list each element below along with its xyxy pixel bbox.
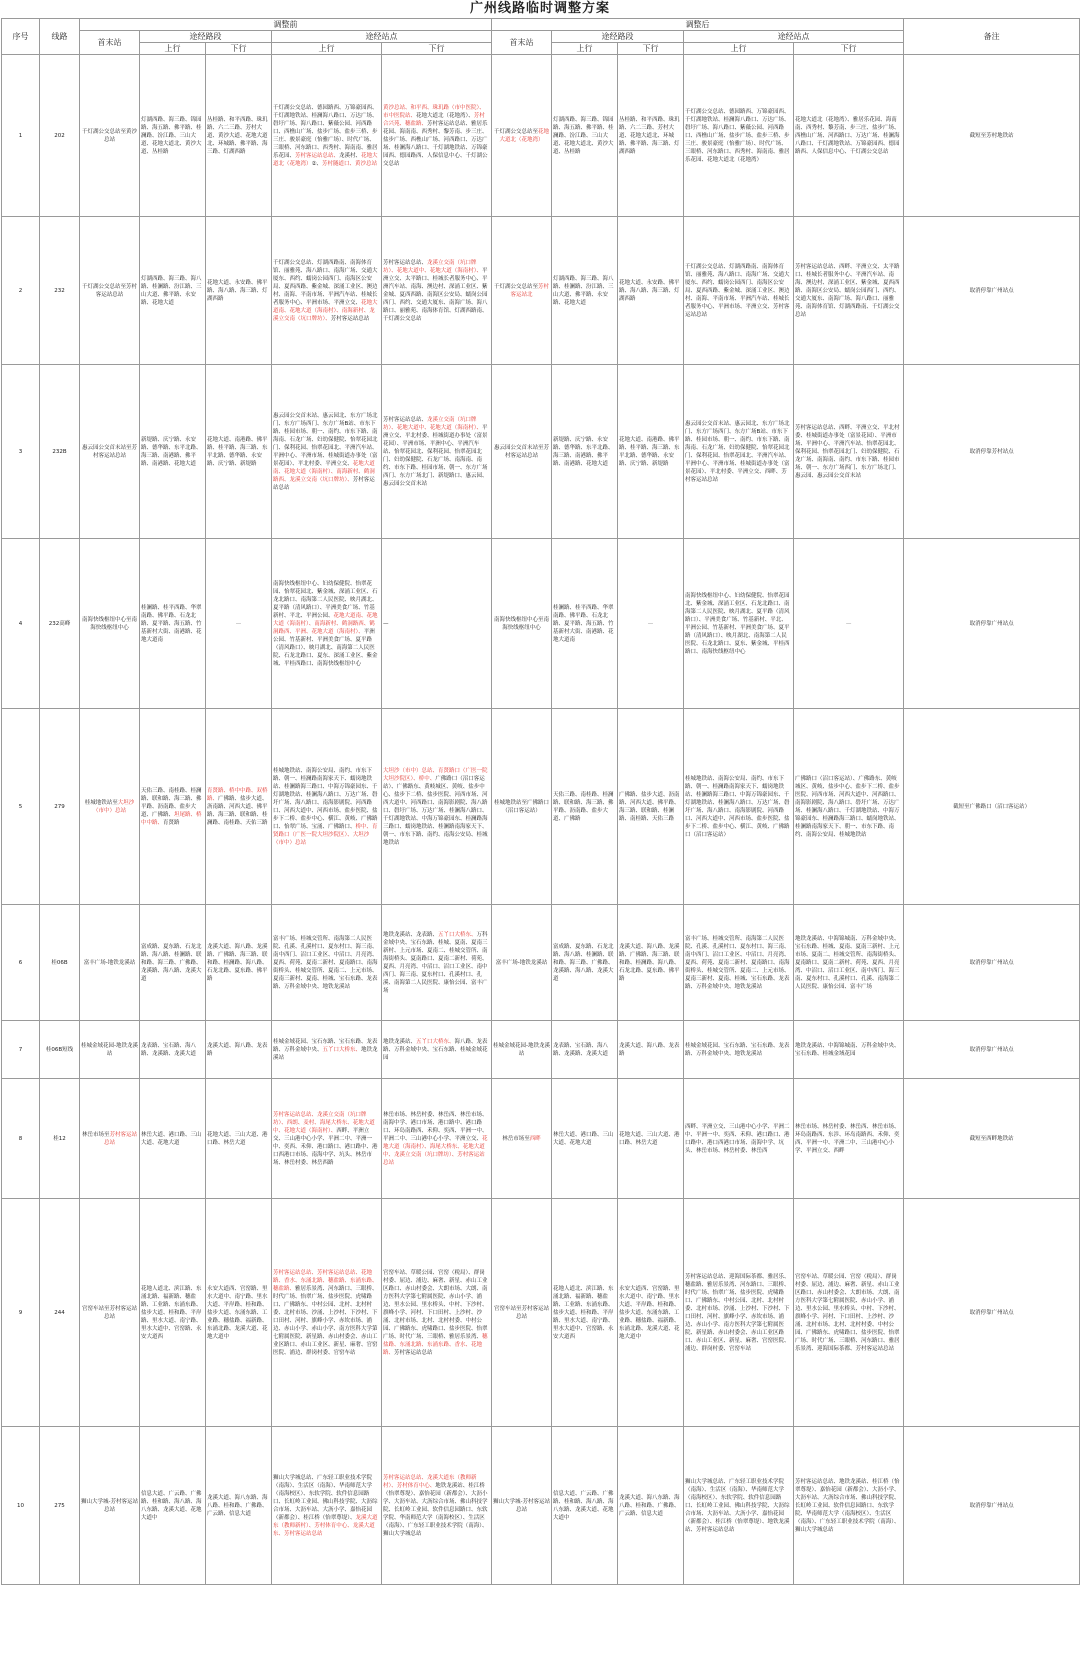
text-segment: — — [383, 620, 389, 627]
before-stops-down — [382, 539, 492, 709]
before-road-down: 龙溪大道、海八东路、海八路、桂和路、广佛路、广云路、信息大道 — [206, 1427, 272, 1585]
text-segment: 惠云园公交首末站至芳村客运站总站 — [494, 444, 550, 459]
text-segment: 香水、花地路、 — [383, 1341, 483, 1356]
text-segment: 穗盐路、东涌北路、 — [383, 1333, 488, 1348]
before-stops-down — [382, 1021, 492, 1079]
text-segment: 大坦沙（市中）总站、育贤路口（广医一院大坦沙院区）、 — [383, 767, 488, 782]
before-road-up: 信息大道、广云路、广佛路、桂和路、海八路、海八东路、龙溪大道、花地大道中 — [140, 1427, 206, 1585]
text-segment: 桥中中路、 — [229, 787, 257, 794]
header-line: 线路 — [40, 19, 80, 55]
text-segment: 地铁龙溪站、桂江桥（怡翠尊堤）、嘉怡花园（新都会）、大沥小学、大沥车站、大沥综合市场、佛山科技学院、长虹岭工业园、软件信息园路口、东软学院、华南师范大学（南海校区）、生活区（南海）、广东轻工职业技术学院（南海）、狮山大学城总站 — [383, 1482, 488, 1537]
before-road-down: 龙溪大道、海八路、龙溪路、广佛路、海三路、联和路、桂澜路、海八路、石龙北路、夏东路、佛平路 — [206, 905, 272, 1021]
before-stops-up — [272, 1021, 382, 1079]
row-line: 桂12 — [40, 1079, 80, 1199]
text-segment: 雅居乐景湾、河东路口、三眼桥、时代广场、怡翠广场、盐步医院、虎啸路口、广佛路东、中村公园、北村、北村村委、北村市场、沙涌、上沙村、下沙村、下口田村、河村、旗峰小学、赤坎市场、浦边、赤山小学、赤山小学、南方医科大学第七附属医院、新星路、赤山村委会、赤山工业区路口、赤山工业区、新星、麻奢、官窑医院、浦边、群岗村委、官窑车站 — [273, 1285, 378, 1356]
row-note: 截短至广佛路口（沼口客运站） — [904, 709, 1080, 905]
text-segment: 狮山大学城总站、广东轻工职业技术学院（南海）、生活区（南海）、华南师范大学（南海校区）、东软学院、软件信息园路口、长虹岭工业园、佛山科技学院、大沥综合市场、大沥车站、大沥小学、嘉怡花园（新都会）、桂江桥（怡翠尊堤）、 — [273, 1474, 378, 1521]
text-segment: 五丫口大桥东、 — [416, 1038, 455, 1045]
text-segment: 千灯湖公交总站、灯湖西路南、南海体育馆、丽雅苑、海八路口、南海广场、交通大厦东、西约、蠕岗公园西门、南海区公安局、夏西西路、紫金城、深涌工业区、澳边村、南海、平南市场、平洲汽车站、桂城长者服务中心、平洲市场、平洲立交、 — [273, 259, 378, 306]
after-road-up: 灯湖西路、海三路、海八路、桂澜路、汾江路、三山大道、佛平路、永安路、花地大道 — [552, 217, 618, 365]
text-segment: 平洲公园、竹基新村、平洲美食广场、夏平路（清风路口）、映月湖北、南海第二人民医院、石龙北路口、夏东、深涌工业区、紫金城、平桂西路口、南海快线枢纽中心 — [273, 628, 378, 667]
row-note: 取消停靠广州站点 — [904, 1427, 1080, 1585]
after-stops-down: 官窑车站、草暖公园、官窑（税局）、群岗村委、屈边、浦边、麻奢、新星、赤山工业区路口、赤山村委会、大朗市场、大朗、南方医科大学第七附属医院、赤山小学、浦边、里水公园、里水桥头、中村、下沙村、旗峰小学、河村、下口田村、上沙村、沙涌、北村市场、北村、北村村委、中村公园、广佛路东、虎啸路口、盐步医院、怡翠广场、时代广场、三眼桥、河东路口、雅居乐景湾、迎海国际茶都、芳村客运站总站 — [794, 1199, 904, 1427]
text-segment: 龙溪立交南（坑口牌坊）、芳村客运站总站 — [383, 1151, 485, 1166]
row-note: 取消停靠广州站点 — [904, 539, 1080, 709]
text-segment: 芳村客运站北 — [510, 283, 550, 298]
header-after: 调整后 — [492, 19, 904, 31]
before-terminal: 千灯湖公交总站至黄沙总站 — [80, 55, 140, 217]
text-segment: 花地大道南、花地大道（海南村）、南海新村、 — [273, 299, 378, 314]
text-segment: 东涌东路、 — [427, 1341, 455, 1348]
after-road-down: 龙溪大道、海八路、龙表路 — [618, 1021, 684, 1079]
text-segment: 大坦沙（市中）总站 — [273, 831, 370, 846]
after-stops-up: 狮山大学城总站、广东轻工职业技术学院（南海）、生活区（南海）、华南师范大学（南海校区）、东软学院、软件信息园路口、长虹岭工业园、佛山科技学院、大沥综合市场、大沥车站、大沥小学、嘉怡花园（新都会）、桂江桥（怡翠尊堤）、地铁龙溪站、芳村客运站总站 — [684, 1427, 794, 1585]
after-terminal — [492, 1079, 552, 1199]
before-terminal: 官窑车站至芳村客运站总站 — [80, 1199, 140, 1427]
after-road-up: 信息大道、广云路、广佛路、桂和路、海八路、海八东路、龙溪大道、花地大道中 — [552, 1427, 618, 1585]
text-segment: 惠云园公交首末站、惠云园北、东方广场北门、东方广场西门、东方广场B站、市东下路、桂园市场、朝一、南约、市东下路、南海南、石龙广场、妇幼保健院、怡翠花园北门、保利花园、怡翠花园北、平洲汽车站、平洲中心、平洲市场、桂城街道办事处（富景花园）、平北村委、平洲立交、 — [273, 412, 378, 467]
before-stops-down — [382, 1199, 492, 1427]
header-before-stops: 途经站点 — [272, 31, 492, 43]
text-segment: 芳村客运站总站、 — [273, 1269, 318, 1276]
row-note: 取消停靠广州站点 — [904, 1021, 1080, 1079]
table-row — [2, 55, 1080, 217]
after-road-up: 富成路、夏东路、石龙北路、海八路、桂澜路、联和路、海三路、广佛路、龙溪路、海八路、龙溪大道 — [552, 905, 618, 1021]
after-road-up: 灯湖西路、海三路、锦园路、海五路、佛平路、桂澜路、汾江路、三山大道、花地大道北、黄沙大道、丛桂路 — [552, 55, 618, 217]
text-segment: 桂城金域花园、宝石东路、宝石东路、龙表路、万科金域中央、 — [273, 1038, 378, 1053]
after-stops-down: 芳村客运站总站、地铁龙溪站、桂江桥（怡翠尊堤）、嘉怡花园（新都会）、大沥小学、大沥车站、大沥综合市场、佛山科技学院、长虹岭工业园、软件信息园路口、东软学院、华南师范大学（南海校区）、生活区（南海）、广东轻工职业技术学院（南海）、狮山大学城总站 — [794, 1427, 904, 1585]
text-segment: 育贤路、 — [207, 787, 230, 794]
header-after-road-up: 上行 — [552, 43, 618, 55]
before-road-up: 桂澜路、桂平西路、华翠南路、佛平路、石龙北路、夏平路、海五路、竹基新村大街、南港路、花地大道南 — [140, 539, 206, 709]
row-note: 取消停靠广州站点 — [904, 905, 1080, 1021]
after-road-down: 花地大道、永安路、佛平路、海八路、海三路、灯湖西路 — [618, 217, 684, 365]
after-stops-up: 富丰广场、桂城交管所、南海第二人民医院、孔溪、孔溪村口、夏东村口、海三南、南中西门、沼口工业区、中沼口、月亮湾、夏西、荷苑、夏南二新村、夏南路口、南海街桥头、桂城交管所、夏南二、上元市场、夏南三新村、夏南、桂城、宝石东路、龙表路、万科金域中央、地铁龙溪站 — [684, 905, 794, 1021]
after-stops-down: 林岳市场、林岳村委、林岳西、林岳市场、环岛南路西、东涉、环岛南路西、禾仰、奕西、平洲一中、平洲二中、三山港中心小学、平洲立交、西畔 — [794, 1079, 904, 1199]
text-segment: 育贤路 — [163, 819, 180, 826]
text-segment: 龙溪大道东（教师新村）、 — [273, 1514, 378, 1529]
before-stops-up — [272, 365, 382, 539]
after-stops-down: 芳村客运站总站、西畔、平洲立交、平北村委、桂城街道办事处（富景花园）、平洲市场、平洲中心、平洲汽车站、怡翠花园北、保利花园、怡翠花园北门、妇幼保健院、石龙广场、南海南、南约、市东下路、桂园市场、朝一、东方广场西门、东方广场北门、惠云园、惠云园公交首末站 — [794, 365, 904, 539]
text-segment: 芳村客运站总站、花地路、香水、东涌北路、穗盐路、 — [273, 1269, 373, 1284]
text-segment: 官窑车站、草暖公园、官窑（税局）、群岗村委、屈边、浦边、麻奢、新星、赤山工业区路口、赤山村委会、大朗市场、大朗、南方医科大学第七附属医院、赤山小学、浦边、里水公园、里水桥头、中村、下沙村、旗峰小学、河村、下口田村、上沙村、沙涌、北村市场、北村、北村村委、中村公园、广佛路东、虎啸路口、盐步医院、怡翠广场、时代广场、三眼桥、 — [383, 1269, 488, 1340]
text-segment: 林岳市场至 — [81, 1131, 110, 1138]
before-stops-down — [382, 709, 492, 905]
header-after-stops: 途经站点 — [684, 31, 904, 43]
after-stops-up: 桂城地铁站、南海公安局、南约、市东下路、朝一、桂澜路南海家天下、蠕岗地铁站、桂澜路海三路口、中海万锦豪园东、千灯湖地铁站、桂澜海八路口、万达广场、礐圩广场、海八路口、南海影剧院、河西路口、河西大道中、河西市场、盐步医院、盐步下二桥、盐步中心、横江、黄岐、广佛路口（沼口客运站） — [684, 709, 794, 905]
after-terminal — [492, 1199, 552, 1427]
header-before-stops-down: 下行 — [382, 43, 492, 55]
text-segment: 天佑三路、南桂路、桂澜路、联和路、海三路、佛平路、沥南路、盐步大道、广佛路、 — [141, 787, 202, 818]
after-terminal — [492, 1427, 552, 1585]
row-index: 2 — [2, 217, 40, 365]
before-stops-down — [382, 55, 492, 217]
text-segment: 龙溪大道东（教师新村）、 — [383, 1474, 477, 1489]
row-note: 截短至西畔地铁站 — [904, 1079, 1080, 1199]
row-line: 275 — [40, 1427, 80, 1585]
text-segment: 富丰广场-地铁龙溪站 — [495, 959, 548, 966]
row-index: 7 — [2, 1021, 40, 1079]
before-road-up: 龙表路、宝石路、海八路、龙溪路、龙溪大道 — [140, 1021, 206, 1079]
text-segment: 花地大道北（花地湾） — [273, 152, 378, 167]
row-note: 取消停靠芳村站点 — [904, 365, 1080, 539]
after-stops-up: 千灯湖公交总站、德园路西、万锦豪园西、千灯湖地铁站、桂澜海八路口、万达广场、礐圩广场、海八路口、紫薇公园、河西路口、西樵山广场、盐步广场、盐步三桥、步三庄、骏景豪庭（怡雅广场）、时代广场、三眼桥、河东路口、西秀村、海南南、雅居乐花园、花地大道北（花地湾） — [684, 55, 794, 217]
text-segment: 广佛路口（沼口客运站）、广佛路东、黄岐城区、黄岐、盐步中心、盐步下二桥、盐步医院、河西市场、河西大道中、河西路口、南海影剧院、海八路口、礐圩广场、万达广场、桂澜海八路口、千灯湖地铁站、中海万锦豪园东、桂澜路海三路口、蠕岗地铁站、桂澜路南海家天下、朝一、市东下路、南约、南海公安局、桂城地铁站 — [383, 775, 488, 846]
text-segment: 芳村客运站总站 — [284, 1530, 323, 1537]
text-segment: 龙溪立交南（坑口牌坊）、 — [273, 307, 375, 322]
before-stops-up — [272, 217, 382, 365]
before-road-up: 花地人道北、滨江路、东涌北路、福新路、穗盐路、工业路、东涌东路、盐步大道、桂和路、平岸路、里水大道、南宁路、里水大道中、官窑路、永安大道西 — [140, 1199, 206, 1427]
text-segment: 地铁龙溪站、 — [383, 1038, 417, 1045]
before-stops-down — [382, 217, 492, 365]
text-segment: 桂城金域花园-地铁龙溪站 — [493, 1042, 551, 1057]
text-segment: 南海快线枢纽中心至南海快线枢纽中心 — [494, 616, 550, 631]
text-segment: 芳村客运站总站、雅居乐花园、海南南、西秀村、黎芳南、步三庄、盐步广场、西樵山广场、河西路口、万达广场、桂澜海八路口、千灯湖地铁站、万锦豪园西、德园路西、人保信息中心、千灯湖公交总站 — [383, 120, 488, 167]
row-note: 截短至芳村地铁站 — [904, 55, 1080, 217]
text-segment: 地铁龙溪站 — [273, 1046, 378, 1061]
route-adjustment-table — [1, 18, 1080, 1585]
text-segment: 芳村隧道口、黄沙总站 — [321, 160, 377, 167]
row-index: 6 — [2, 905, 40, 1021]
before-road-down: 花地大道、永安路、佛平路、海八路、海三路、灯湖西路 — [206, 217, 272, 365]
row-line: 232高峰 — [40, 539, 80, 709]
text-segment: 广佛路、盐步大道、沥南路、河西大道、佛平路、海三路、联和路、桂澜路、南桂路、天佑三路 — [207, 795, 268, 826]
text-segment: 麦村、 — [303, 1119, 320, 1126]
before-terminal: 桂城金域花园-地铁龙溪站 — [80, 1021, 140, 1079]
header-before-road: 途经路段 — [140, 31, 272, 43]
row-line: 232B — [40, 365, 80, 539]
table-row — [2, 1079, 1080, 1199]
after-road-down: — — [618, 539, 684, 709]
row-index: 1 — [2, 55, 40, 217]
text-segment: 港口路口、港口路中、港口西港口市场、南海中学、坑头、林岳市场、林岳村委、林岳西路 — [273, 1143, 378, 1166]
text-segment: ②、 — [311, 160, 322, 167]
after-road-down: 龙溪大道、海八东路、海八路、桂和路、广佛路、广云路、信息大道 — [618, 1427, 684, 1585]
before-terminal: 千灯湖公交总站至芳村客运站总站 — [80, 217, 140, 365]
text-segment: 花地大道北（花地湾） — [499, 128, 550, 143]
after-terminal — [492, 55, 552, 217]
before-stops-up — [272, 55, 382, 217]
text-segment: 芳村客运站总站 — [103, 1131, 138, 1146]
row-index: 10 — [2, 1427, 40, 1585]
text-segment: 五丫口大桥东、 — [322, 1046, 362, 1053]
text-segment: 鹤洞路西、 — [273, 468, 375, 483]
after-road-up: 花地人道北、滨江路、东涌北路、福新路、穗盐路、工业路、东涌东路、盐步大道、桂和路、平岸路、里水大道、南宁路、里水大道中、官窑路、永安大道西 — [552, 1199, 618, 1427]
text-segment: 桥中、育贤路口（广医一院大坦沙院区）、 — [273, 823, 378, 838]
text-segment: 龙溪立交南（坑口牌坊）、花地大道中、花地大道（海南村）、 — [383, 259, 483, 274]
row-line: 232 — [40, 217, 80, 365]
row-index: 8 — [2, 1079, 40, 1199]
text-segment: 林岳市场、林岳村委、林岳西、林岳市场、南海中学、港口市场、港口路中、港口路口、环岛南路西、禾仰、奕西、平洲一中、平洲二中、三山港中心小学、 — [383, 1111, 488, 1142]
text-segment: 富丰广场、桂城交管所、南海第二人民医院、孔溪、孔溪村口、夏东村口、海三南、南中西门、沼口工业区、中沼口、月亮湾、夏西、荷苑、夏南二新村、夏南路口、南海街桥头、桂城交管所、夏南二、上元市场、夏南三新村、夏南、桂城、宝石东路、龙表路、万科金域中央、地铁龙溪站 — [273, 935, 378, 990]
after-road-up: 天佑三路、南桂路、桂澜路、联和路、海三路、佛平路、沥南路、盐步大道、广佛路 — [552, 709, 618, 905]
after-stops-down: 广佛路口（沼口客运站）、广佛路东、黄岐城区、黄岐、盐步中心、盐步下二桥、盐步医院、河西市场、河西大道中、河西路口、南海影剧院、海八路口、礐圩广场、万达广场、桂澜海八路口、千灯湖地铁站、中海万锦豪园东、桂澜路海三路口、蠕岗地铁站、桂澜路南海家天下、朝一、市东下路、南约、南海公安局、桂城地铁站 — [794, 709, 904, 905]
row-index: 3 — [2, 365, 40, 539]
after-road-up: 新堤路、庆宁路、永安路、德华路、东平北路、海三路、南港路、佛平路、南港路、花地大道 — [552, 365, 618, 539]
after-stops-up: 惠云园公交首末站、惠云园北、东方广场北门、东方广场西门、东方广场B站、市东下路、桂园市场、朝一、南约、市东下路、南海南、石龙广场、妇幼保健院、怡翠花园北门、保利花园、怡翠花园北、平洲汽车站、平洲中心、平洲市场、桂城街道办事处（富景花园）、平北村委、平洲立交、西畔、芳村客运站总站 — [684, 365, 794, 539]
after-terminal — [492, 217, 552, 365]
text-segment: 芳村客运站总站 — [394, 1349, 433, 1356]
before-stops-down — [382, 365, 492, 539]
before-terminal: 富丰广场-地铁龙溪站 — [80, 905, 140, 1021]
text-segment: 花地大道北（花地湾）、 — [416, 112, 474, 119]
text-segment: 海八路、龙表路、万科金域中央、宝石东路、桂城金域花园 — [383, 1038, 488, 1061]
text-segment: 千灯湖公交总站至 — [494, 283, 539, 290]
text-segment: 芳村客运站总站、 — [383, 1474, 428, 1481]
after-road-down: 广佛路、盐步大道、沥南路、河西大道、佛平路、海三路、联和路、桂澜路、南桂路、天佑三路 — [618, 709, 684, 905]
text-segment: 大坦沙（市中）总站 — [92, 799, 135, 814]
after-terminal — [492, 709, 552, 905]
after-stops-up: 芳村客运站总站、迎海国际茶都、雅居乐、穗盐路、雅居乐景湾、河东路口、三眼桥、时代广场、怡翠广场、盐步医院、虎啸路口、广佛路东、中村公园、北村、北村村委、北村市场、沙涌、上沙村、下沙村、下口田村、河村、旗峰小学、赤坎市场、浦边、赤山小学、南方医科大学第七附属医院、新星路、赤山村委会、赤山工业区路口、赤山工业区、新星、麻奢、官窑医院、浦边、群岗村委、官窑车站 — [684, 1199, 794, 1427]
text-segment: 芳村客运站总站 — [273, 476, 375, 491]
before-terminal: 南海快线枢纽中心至南海快线枢纽中心 — [80, 539, 140, 709]
before-terminal: 狮山大学城-芳村客运站总站 — [80, 1427, 140, 1585]
after-road-up: 林岳大道、港口路、三山大道、花地大道 — [552, 1079, 618, 1199]
text-segment: 芳村客运站总站、 — [295, 152, 340, 159]
table-row — [2, 1427, 1080, 1585]
before-stops-down — [382, 905, 492, 1021]
after-stops-up: 千灯湖公交总站、灯湖西路南、南海体育馆、丽雅苑、海八路口、南海广场、交通大厦东、西约、蠕岗公园西门、南海区公安局、夏西西路、紫金城、深涌工业区、澳边村、南海、平南市场、平洲汽车站、桂城长者服务中心、平洲市场、平洲立交、芳村客运站总站 — [684, 217, 794, 365]
after-terminal — [492, 905, 552, 1021]
after-road-up: 龙表路、宝石路、海八路、龙溪路、龙溪大道 — [552, 1021, 618, 1079]
text-segment: 西畔、平洲立交、三山港中心小学、平洲二中、平洲一中、奕西、禾仰、 — [273, 1127, 373, 1150]
after-stops-down: — — [794, 539, 904, 709]
after-stops-down: 芳村客运站总站、西畔、平洲立交、太平路口、桂城长者服务中心、平洲汽车站、南海、澳边村、深涌工业区、紫金城、夏西西路、南海区公安局、蠕岗公园西门、西约、交通大厦东、南海广场、海八路口、丽雅苑、南海体育馆、灯湖西路南、千灯湖公交总站 — [794, 217, 904, 365]
text-segment: 千灯湖公交总站至 — [494, 128, 539, 135]
text-segment: 桥中、 — [418, 775, 436, 782]
header-note: 备注 — [904, 19, 1080, 55]
before-road-up: 林岳大道、港口路、三山大道、花地大道 — [140, 1079, 206, 1199]
text-segment: 芳村客运站总站、 — [383, 259, 428, 266]
header-after-road: 途经路段 — [552, 31, 684, 43]
row-index: 5 — [2, 709, 40, 905]
text-segment: 平洲立交、平北村委、桂城街道办事处（富景花园）、平洲市场、平洲中心、平洲汽车站、怡翠花园北、保利花园、怡翠花园北门、妇幼保健院、石龙广场、南海南、南约、市东下路、桂园市场、朝一、东方广场西门、东方广场北门、新堤路口、惠云园、惠云园公交首末站 — [383, 424, 488, 487]
header-after-stops-down: 下行 — [794, 43, 904, 55]
before-stops-up — [272, 539, 382, 709]
table-row — [2, 539, 1080, 709]
before-stops-down — [382, 1427, 492, 1585]
row-note: 取消停靠广州站点 — [904, 217, 1080, 365]
text-segment: 地铁龙溪站、龙表路、 — [383, 931, 439, 938]
before-stops-up — [272, 1199, 382, 1427]
after-terminal — [492, 365, 552, 539]
before-road-up: 灯湖西路、海三路、海八路、桂澜路、汾江路、三山大道、佛平路、永安路、花地大道 — [140, 217, 206, 365]
row-line: 桂06B — [40, 905, 80, 1021]
text-segment: 芳村客运站总站 — [330, 315, 370, 322]
text-segment: 桂城地铁站至 — [84, 799, 118, 806]
text-segment: 五丫口大桥东、 — [438, 931, 477, 938]
text-segment: 芳村合兴苑、穗盐路、 — [383, 112, 485, 127]
table-row — [2, 365, 1080, 539]
text-segment: 鹤洞路西、 — [341, 620, 370, 627]
after-road-down: 花地大道、南港路、佛平路、桂平路、海三路、东平北路、德华路、永安路、庆宁路、新堤路 — [618, 365, 684, 539]
after-road-down: 花地大道、三山大道、港口路、林岳大道 — [618, 1079, 684, 1199]
text-segment: 龙溪村、 — [339, 152, 362, 159]
header-before-road-up: 上行 — [140, 43, 206, 55]
before-road-down: 永安大道西、官窑路、里水大道中、南宁路、里水大道、平岸路、桂和路、盐步大道、东涌东路、工业路、穗盐路、福新路、东涌北路、龙溪大道、花地大道中 — [206, 1199, 272, 1427]
text-segment: 万科金域中央、宝石东路、桂城、夏南、夏南三新村、上元市场、夏南二、桂城交管所、南海街桥头、夏南路口、夏南二新村、荷苑、夏西、月亮湾、中沼口、沼口工业区、南中西门、海三南、夏东村口、孔溪村口、孔溪、南海第二人民医院、康怡公园、富丰广场 — [383, 931, 488, 994]
before-stops-up — [272, 709, 382, 905]
text-segment: 花地大道南、花地大道（海南村）、南海新村、 — [273, 612, 378, 627]
row-index: 9 — [2, 1199, 40, 1427]
before-stops-up — [272, 905, 382, 1021]
header-after-road-down: 下行 — [618, 43, 684, 55]
before-road-down: 丛桂路、和平西路、珠玑路、六二三路、芳村大道、黄沙大道、花地大道北、环城路、佛平路、海三路、灯湖西路 — [206, 55, 272, 217]
text-segment: 坦尾路、 — [174, 811, 197, 818]
after-road-down: 永安大道西、官窑路、里水大道中、南宁路、里水大道、平岸路、桂和路、盐步大道、东涌东路、工业路、穗盐路、福新路、东涌北路、龙溪大道、花地大道中 — [618, 1199, 684, 1427]
text-segment: 林岳市场至 — [502, 1135, 530, 1142]
text-segment: 桥中中路、 — [141, 811, 202, 826]
text-segment: 双桥路、 — [207, 787, 268, 802]
header-after-stops-up: 上行 — [684, 43, 794, 55]
row-line: 279 — [40, 709, 80, 905]
table-row — [2, 709, 1080, 905]
after-stops-down: 地铁龙溪站、中海锦城南、万科金域中央、宝石东路、桂城金域花园 — [794, 1021, 904, 1079]
text-segment: 龙溪立交南（坑口牌坊）、花地大道中、花地大道（海南村）、 — [383, 416, 483, 431]
header-after-terminal: 首末站 — [492, 31, 552, 55]
before-stops-down — [382, 1079, 492, 1199]
table-row — [2, 217, 1080, 365]
table-row — [2, 1021, 1080, 1079]
text-segment: 东涌东路、穗盐路、 — [273, 1277, 378, 1292]
table-body — [2, 55, 1080, 1585]
before-road-down — [206, 709, 272, 905]
text-segment: 西畔 — [529, 1135, 541, 1142]
header-before: 调整前 — [80, 19, 492, 31]
text-segment: 雅居乐景湾、 — [449, 1333, 483, 1340]
before-terminal: 惠云园公交首末站至芳村客运站总站 — [80, 365, 140, 539]
after-stops-down: 地铁龙溪站、中海锦城南、万科金域中央、宝石东路、桂城、夏南、夏南三新村、上元市场、夏南二、桂城交管所、南海街桥头、夏南路口、夏南二新村、荷苑、夏西、月亮湾、中沼口、沼口工业区、南中西门、海三南、夏东村口、孔溪村口、孔溪、南海第二人民医院、康怡公园、富丰广场 — [794, 905, 904, 1021]
text-segment: 龙溪大道东、 — [273, 1522, 375, 1537]
text-segment: 芳村客运站总站、龙溪立交南（坑口牌坊）、 — [273, 1111, 367, 1126]
text-segment: 桂城地铁站至广佛路口（沼口客运站） — [494, 799, 550, 814]
after-terminal — [492, 539, 552, 709]
before-road-down: 花地大道、三山大道、港口路、林岳大道 — [206, 1079, 272, 1199]
text-segment: 花地大道南、花地大道（海南村）、南海新村、 — [273, 460, 375, 475]
after-terminal — [492, 1021, 552, 1079]
header-index: 序号 — [2, 19, 40, 55]
text-segment: 狮山大学城-芳村客运站总站 — [493, 1498, 551, 1513]
header-before-stops-up: 上行 — [272, 43, 382, 55]
after-stops-up: 南海快线枢纽中心、妇幼保健院、怡翠花园北、紫金城、深涌工业区、石龙北路口、南海第二人民医院、映月湖北、夏平路（清风路口）、平洲美食广场、竹基新村、平北、平洲公园、竹基新村、平洲美食广场、夏平路（清风路口）、映月湖北、南海第二人民医院、石龙北路口、夏东、紫金城、平桂西路口、南海快线枢纽中心 — [684, 539, 794, 709]
text-segment: 芳村客运站总站、 — [383, 416, 428, 423]
after-road-down: 丛桂路、和平西路、珠玑路、六二三路、芳村大道、花地大道北、环城路、佛平路、海三路、灯湖西路 — [618, 55, 684, 217]
text-segment: 平洲立交、 — [454, 1135, 483, 1142]
text-segment: 千灯湖公交总站、德园路西、万锦豪园西、千灯湖地铁站、桂澜海八路口、万达广场、礐圩广场、海八路口、紫薇公园、河西路口、西樵山广场、盐步广场、盐步三桥、步三庄、骏景豪庭（怡雅广场）、时代广场、三眼桥、河东路口、西秀村、海南南、雅居乐花园、 — [273, 104, 378, 159]
document-title: 广州线路临时调整方案 — [469, 1, 610, 16]
row-note: 取消停靠广州站点 — [904, 1199, 1080, 1427]
table-row — [2, 1199, 1080, 1427]
before-terminal — [80, 709, 140, 905]
row-line: 244 — [40, 1199, 80, 1427]
row-line: 桂06B短线 — [40, 1021, 80, 1079]
text-segment: 南海快线枢纽中心、妇幼保健院、怡翠花园、怡翠花园北、紫金城、深涌工业区、石龙北路口、南海第二人民医院、映月湖北、夏平路（清风路口）、平洲美食广场、竹基新村、平北、平洲公园、 — [273, 580, 378, 619]
before-road-down: 花地大道、南港路、佛平路、桂平路、海三路、东平北路、德华路、永安路、庆宁路、新堤路 — [206, 365, 272, 539]
text-segment: 花地大道（海南村）、海尾大桥东、花地大道中、 — [383, 1135, 488, 1158]
text-segment: 芳村体育中心、 — [314, 1522, 353, 1529]
before-road-up — [140, 709, 206, 905]
text-segment: 桂城地铁站、南海公安局、南约、市东下路、朝一、桂澜路南海家天下、蠕岗地铁站、桂澜路海三路口、中海万锦豪园东、千灯湖地铁站、桂澜海八路口、万达广场、礐圩广场、海八路口、南海影剧院、河西路口、河西大道中、河西市场、盐步医院、盐步下二桥、盐步中心、横江、黄岐、广佛路口、怡翠广场、宝涌、广佛路口、 — [273, 767, 378, 830]
before-stops-up — [272, 1427, 382, 1585]
before-road-down: — — [206, 539, 272, 709]
row-index: 4 — [2, 539, 40, 709]
text-segment: 龙溪立交南（坑口牌坊）、 — [289, 476, 353, 483]
header-before-terminal: 首末站 — [80, 31, 140, 55]
row-line: 202 — [40, 55, 80, 217]
before-road-up: 富成路、夏东路、石龙北路、海八路、桂澜路、联和路、海三路、广佛路、龙溪路、海八路、龙溪大道 — [140, 905, 206, 1021]
text-segment: 平洲立交、太平路口、桂城长者服务中心、平洲汽车站、南海、澳边村、深涌工业区、紫金城、夏西西路、南海区公安局、蠕岗公园西门、西约、交通大厦东、南海广场、海八路口、丽雅苑、南海体育馆、灯湖西路南、千灯湖公交总站 — [383, 267, 488, 322]
text-segment: 芳村体育中心、 — [396, 1482, 436, 1489]
after-stops-up: 桂城金域花园、宝石东路、宝石东路、龙表路、万科金域中央、地铁龙溪站 — [684, 1021, 794, 1079]
text-segment: 官窑车站至 — [494, 1305, 522, 1312]
before-road-up: 新堤路、庆宁路、永安路、德华路、东平北路、海三路、南港路、佛平路、南港路、花地大道 — [140, 365, 206, 539]
after-stops-up: 西畔、平洲立交、三山港中心小学、平洲二中、平洲一中、奕西、禾仰、港口路口、港口路中、港口西港口市场、南海中学、坑头、林岳市场、林岳村委、林岳西 — [684, 1079, 794, 1199]
text-segment: 鹤洞路西、平洲、花地大道（海南村）、 — [273, 620, 375, 635]
text-segment: 西朗、 — [286, 1119, 304, 1126]
before-road-up: 灯湖西路、海三路、锦园路、海五路、佛平路、桂澜路、汾江路、三山大道、花地大道北、黄沙大道、丛桂路 — [140, 55, 206, 217]
header-before-road-down: 下行 — [206, 43, 272, 55]
text-segment: 黄沙总站、和平西、珠玑路（市中医院）、 — [383, 104, 485, 111]
after-road-up: 桂澜路、桂平西路、华翠南路、佛平路、石龙北路、夏平路、海五路、竹基新村大街、南港路、花地大道南 — [552, 539, 618, 709]
after-stops-down: 花地大道北（花地湾）、雅居乐花园、海南南、西秀村、黎芳南、步三庄、盐步广场、西樵山广场、河西路口、万达广场、桂澜海八路口、千灯湖地铁站、万锦豪园西、德园路西、人保信息中心、千灯湖公交总站 — [794, 55, 904, 217]
table-row — [2, 905, 1080, 1021]
text-segment: 海尾大桥东、花地大道中、花地大道（海南村）、 — [273, 1119, 375, 1134]
after-road-down: 龙溪大道、海八路、龙溪路、广佛路、海三路、联和路、桂澜路、海八路、石龙北路、夏东路、佛平路 — [618, 905, 684, 1021]
before-road-down: 龙溪大道、海八路、龙表路 — [206, 1021, 272, 1079]
before-terminal — [80, 1079, 140, 1199]
text-segment: 市中医院站、 — [383, 112, 417, 119]
before-stops-up — [272, 1079, 382, 1199]
text-segment: 芳村客运站总站 — [516, 1305, 550, 1320]
